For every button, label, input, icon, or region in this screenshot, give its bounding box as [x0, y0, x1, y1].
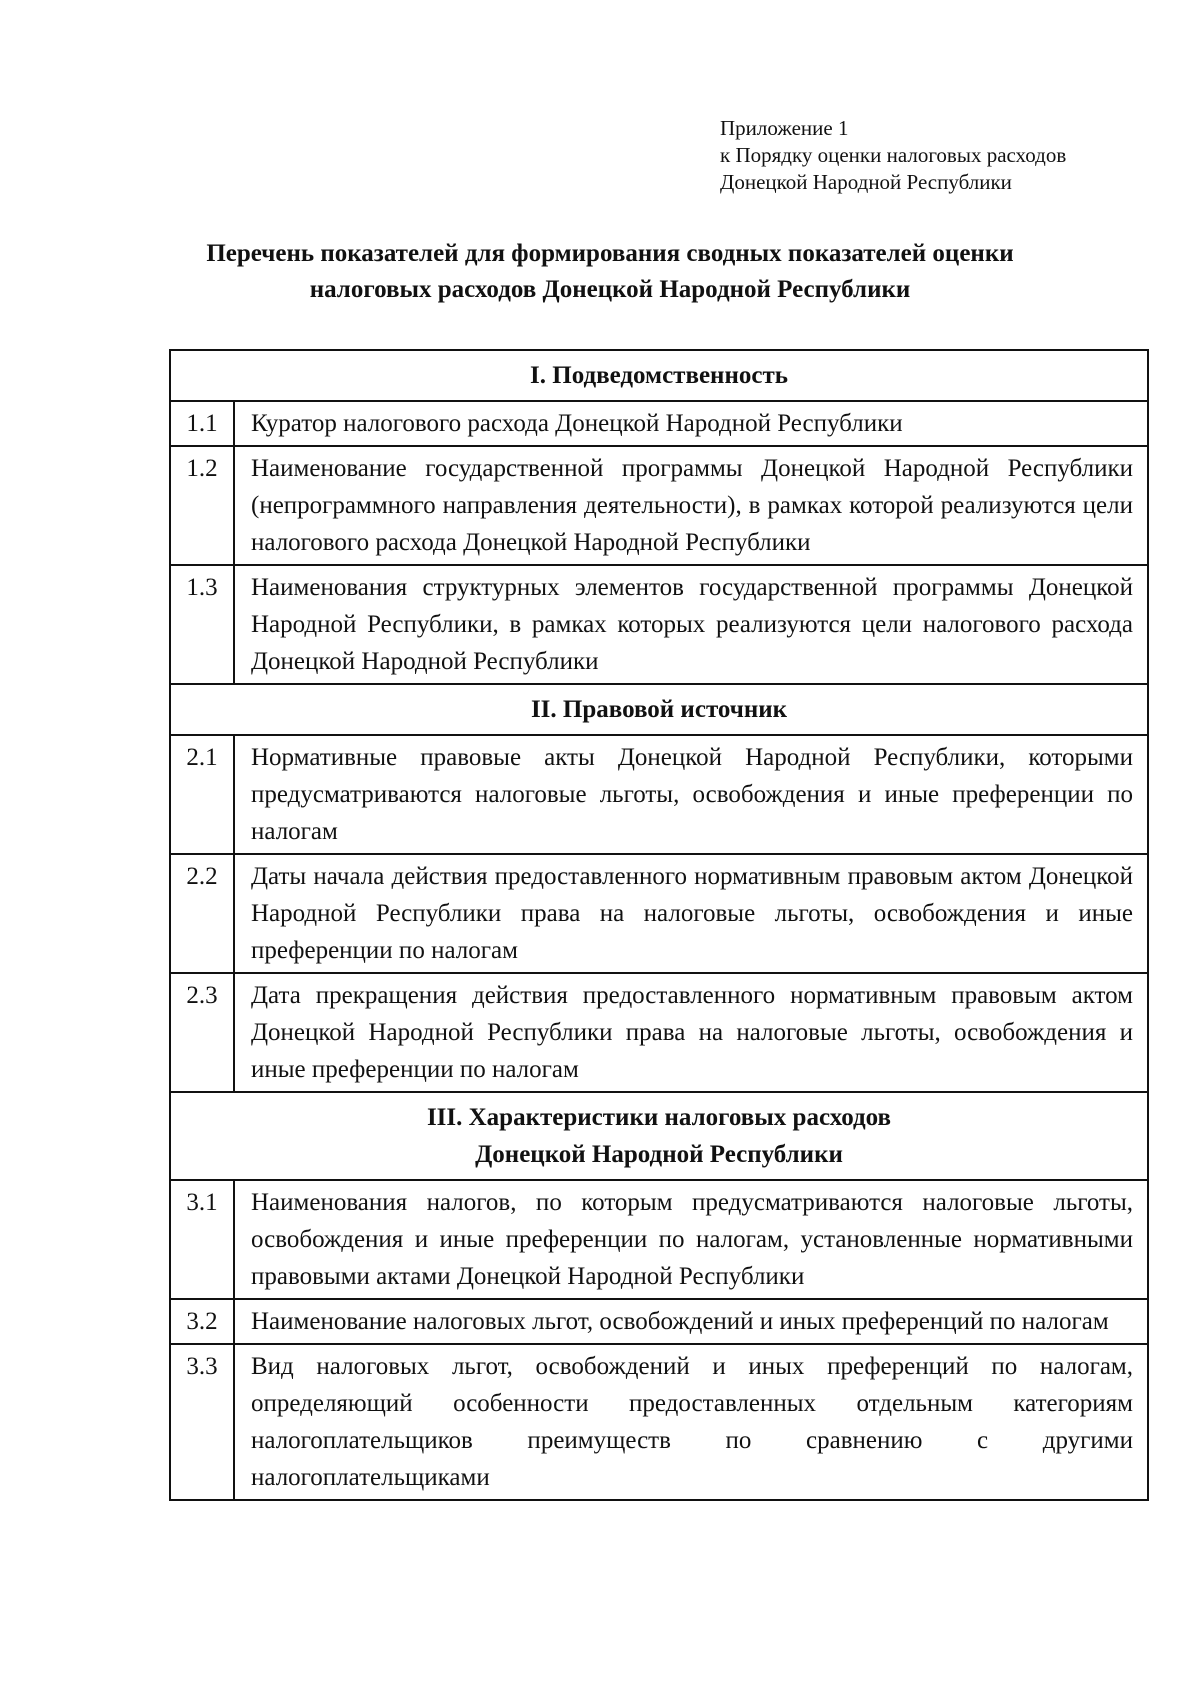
table-row [170, 735, 1148, 854]
row-text: Дата прекращения действия предоставленного нормативным правовым актом Донецкой Народной Республики права на налоговые льготы, освобождения и иные преференции по налогам [234, 973, 1148, 1092]
indicators-table [169, 349, 1149, 1501]
appendix-line: к Порядку оценки налоговых расходов [720, 143, 1067, 167]
section-heading-line: I. Подведомственность [530, 362, 788, 389]
row-number: 3.3 [170, 1344, 234, 1500]
row-text: Наименование налоговых льгот, освобождений и иных преференций по налогам [234, 1299, 1148, 1344]
section-heading-line: Донецкой Народной Республики [475, 1141, 843, 1168]
table-row [170, 1180, 1148, 1299]
appendix-header [720, 115, 1066, 196]
row-number: 1.3 [170, 565, 234, 684]
table-row [170, 854, 1148, 973]
row-number: 1.2 [170, 446, 234, 565]
table-row [170, 973, 1148, 1092]
section-heading-line: III. Характеристики налоговых расходов [426, 1104, 892, 1131]
section-heading [170, 684, 1148, 735]
row-text: Куратор налогового расхода Донецкой Народной Республики [234, 401, 1148, 446]
section-heading-line: II. Правовой источник [530, 696, 788, 723]
table-row [170, 446, 1148, 565]
row-text: Наименования структурных элементов государственной программы Донецкой Народной Республики, в рамках которых реализуются цели налогового расхода Донецкой Народной Республики [234, 565, 1148, 684]
table-row [170, 1344, 1148, 1500]
appendix-line: Донецкой Народной Республики [720, 170, 1012, 194]
row-number: 3.1 [170, 1180, 234, 1299]
row-text: Даты начала действия предоставленного нормативным правовым актом Донецкой Народной Республики права на налоговые льготы, освобождения и иные преференции по налогам [234, 854, 1148, 973]
section-header-row [170, 350, 1148, 401]
row-text: Вид налоговых льгот, освобождений и иных преференций по налогам, определяющий особенности предоставленных отдельным категориям налогоплательщиков преимуществ по сравнению с другими налогоплательщиками [234, 1344, 1148, 1500]
row-number: 2.3 [170, 973, 234, 1092]
row-number: 2.1 [170, 735, 234, 854]
title-line: Перечень показателей для формирования сводных показателей оценки [206, 240, 1014, 267]
row-number: 3.2 [170, 1299, 234, 1344]
table-row [170, 1299, 1148, 1344]
section-heading [170, 350, 1148, 401]
row-text: Наименования налогов, по которым предусматриваются налоговые льготы, освобождения и иные преференции по налогам, установленные нормативными правовыми актами Донецкой Народной Республики [234, 1180, 1148, 1299]
document-title [160, 236, 1060, 308]
table-row [170, 565, 1148, 684]
row-text: Нормативные правовые акты Донецкой Народной Республики, которыми предусматриваются налоговые льготы, освобождения и иные преференции по налогам [234, 735, 1148, 854]
row-number: 2.2 [170, 854, 234, 973]
title-line: налоговых расходов Донецкой Народной Республики [309, 276, 911, 303]
row-text: Наименование государственной программы Донецкой Народной Республики (непрограммного направления деятельности), в рамках которой реализуются цели налогового расхода Донецкой Народной Республики [234, 446, 1148, 565]
appendix-line: Приложение 1 [720, 116, 849, 140]
indicators-table-body [170, 350, 1148, 1500]
row-number: 1.1 [170, 401, 234, 446]
section-header-row [170, 1092, 1148, 1180]
section-heading [170, 1092, 1148, 1180]
section-header-row [170, 684, 1148, 735]
table-row [170, 401, 1148, 446]
